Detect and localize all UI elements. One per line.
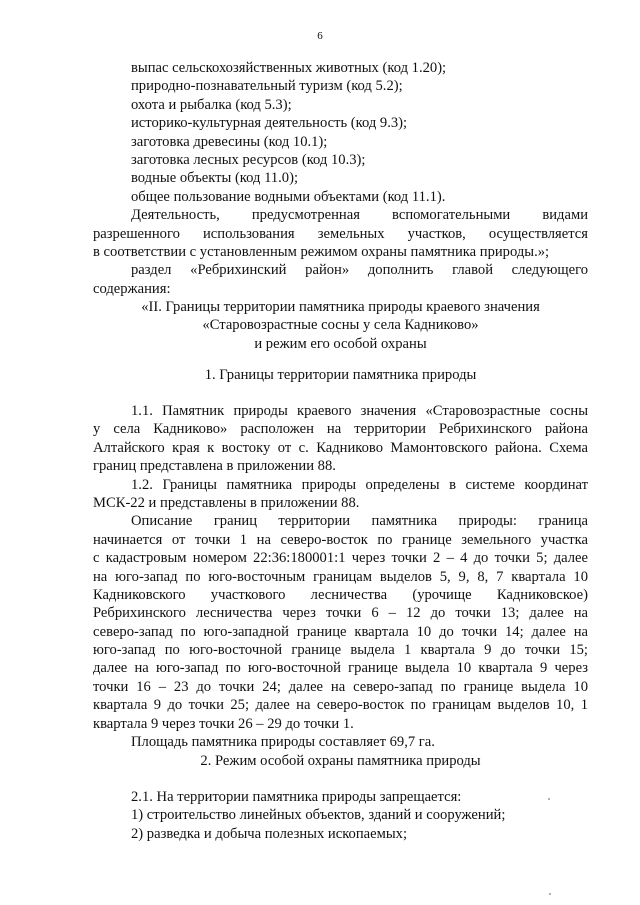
list-item: общее пользование водными объектами (код 11.1). [131, 188, 446, 205]
para-1-1-line: границ представлена в приложении 88. [93, 458, 336, 475]
description-line: юго-запад по юго-восточной границе выдела 1 квартала 9 до точки 15; [93, 642, 588, 659]
section-2-body [93, 788, 588, 843]
heading-text: 1. Границы территории памятника природы [204, 367, 477, 383]
description-line: Кадниковского участкового лесничества (урочище Кадниковское) [93, 586, 588, 603]
list-item: природно-познавательный туризм (код 5.2); [131, 78, 403, 95]
page-number: 6 [317, 30, 323, 42]
section-intro-line: содержания: [93, 280, 171, 297]
para-1-2-line: МСК-22 и представлены в приложении 88. [93, 494, 360, 511]
para-2-1-line: 1) строительство линейных объектов, зданий и сооружений; [131, 807, 506, 824]
para-1-1-line: 1.1. Памятник природы краевого значения «Старовозрастные сосны [131, 403, 588, 419]
section-1-body [93, 402, 588, 751]
description-line: Описание границ территории памятника природы: граница [131, 513, 588, 530]
description-line: Ребрихинского лесничества через точки 6 – 12 до точки 13; далее на [93, 605, 588, 622]
description-line: начинается от точки 1 на северо-восток по границе земельного участка [93, 531, 588, 548]
scan-speck [549, 893, 551, 895]
chapter-title-line: и режим его особой охраны [254, 335, 427, 352]
description-line: далее на юго-запад по юго-восточной границе выдела 10 квартала 9 через [93, 660, 588, 677]
para-1-1-line: Алтайского края к востоку от с. Кадниково Мамонтовского района. Схема [93, 439, 588, 456]
aux-paragraph-line: в соответствии с установленным режимом охраны памятника природы.»; [93, 243, 550, 260]
list-item: выпас сельскохозяйственных животных (код 1.20); [131, 60, 447, 76]
chapter-title-line: «II. Границы территории памятника природы краевого значения [141, 299, 540, 316]
chapter-title-line: «Старовозрастные сосны у села Кадниково» [202, 317, 479, 334]
aux-paragraph-line: разрешенного использования земельных участков, осуществляется [93, 225, 588, 242]
para-1-2-line: 1.2. Границы памятника природы определены в системе координат [131, 476, 588, 493]
list-item: охота и рыбалка (код 5.3); [131, 96, 292, 113]
para-2-1-line: 2) разведка и добыча полезных ископаемых; [131, 825, 407, 842]
list-item: водные объекты (код 11.0); [131, 170, 299, 187]
section-intro-line: раздел «Ребрихинский район» дополнить главой следующего [131, 262, 588, 279]
list-item: заготовка древесины (код 10.1); [131, 133, 328, 150]
area-line: Площадь памятника природы составляет 69,7 га. [131, 734, 435, 751]
description-line: с кадастровым номером 22:36:180001:1 через точки 2 – 4 до точки 5; далее [93, 550, 588, 567]
list-item: историко-культурная деятельность (код 9.3); [131, 115, 408, 132]
para-2-1-line: 2.1. На территории памятника природы запрещается: [131, 789, 462, 805]
aux-paragraph-line: Деятельность, предусмотренная вспомогательными видами [131, 207, 588, 224]
description-line: на юго-запад по юго-восточным границам выделов 5, 9, 8, 7 квартала 10 [93, 568, 588, 585]
scan-speck [548, 798, 550, 800]
permitted-uses-list [93, 59, 588, 353]
para-1-1-line: у села Кадниково» расположен на территории Ребрихинского района [93, 421, 588, 438]
description-line: квартала 9 до точки 25; далее на северо-восток по границам выделов 10, 1 [93, 697, 588, 714]
list-item: заготовка лесных ресурсов (код 10.3); [131, 151, 366, 168]
description-line: точки 16 – 23 до точки 24; далее на северо-запад по границе выдела 10 [93, 678, 588, 695]
heading-text: 2. Режим особой охраны памятника природы [200, 753, 481, 769]
section-heading-2 [93, 752, 588, 770]
description-line: квартала 9 через точки 26 – 29 до точки 1. [93, 715, 354, 732]
description-line: северо-запад по юго-западной границе квартала 10 до точки 14; далее на [93, 623, 588, 640]
section-heading-1 [93, 366, 588, 384]
